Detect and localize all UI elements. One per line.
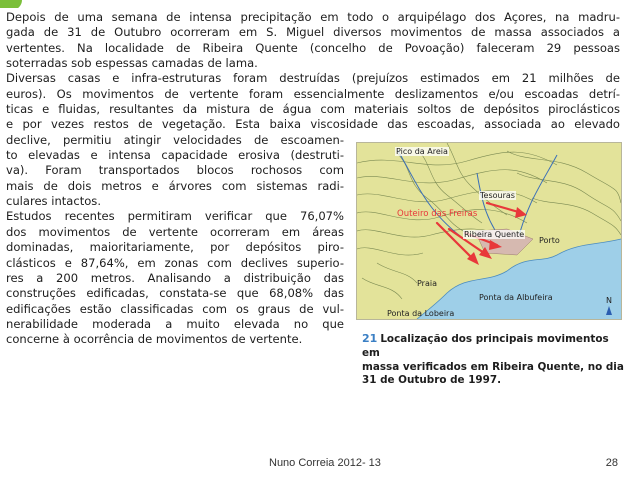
north-label: N bbox=[606, 296, 612, 305]
text-line: va). Foram transportados blocos rochosos com bbox=[6, 163, 344, 178]
text-line: dos movimentos de vertente ocorreram em áreas bbox=[6, 224, 344, 239]
text-line: mais de dois metros e árvores com sistemas radi- bbox=[6, 178, 344, 193]
slide-footer bbox=[0, 455, 638, 473]
text-line: concerne à ocorrência de movimentos de vertente. bbox=[6, 332, 303, 347]
text-line: construções edificadas, constata-se que 68,08% das bbox=[6, 286, 344, 301]
map-label-ribeira-quente: Ribeira Quente bbox=[464, 230, 525, 239]
map-label-pico-da-areia: Pico da Areia bbox=[396, 147, 448, 156]
text-line: dominadas, maioritariamente, por depósitos piro- bbox=[6, 240, 344, 255]
text-line: vertentes. Na localidade de Ribeira Quente (concelho de Povoação) faleceram 29 pessoas bbox=[6, 40, 620, 55]
north-arrow-icon bbox=[606, 306, 612, 315]
footer-author: Nuno Correia 2012- 13 bbox=[269, 457, 381, 469]
text-line: res a 200 metros. Analisando a distribuição das bbox=[6, 270, 344, 285]
figure-number: 21 bbox=[362, 332, 378, 345]
page-number: 28 bbox=[605, 457, 618, 469]
text-line: Estudos recentes permitiram verificar que 76,07% bbox=[6, 209, 344, 224]
text-line: Diversas casas e infra-estruturas foram destruídas (prejuízos estimados em 21 milhões de bbox=[6, 71, 620, 86]
map-label-tesouras: Tesouras bbox=[480, 191, 515, 200]
text-line: gada de 31 de Outubro ocorreram em S. Miguel diversos movimentos de massa associados a bbox=[6, 25, 620, 40]
caption-line: 21 Localização dos principais movimentos em bbox=[362, 332, 609, 359]
text-line: to elevadas e intensa capacidade erosiva (destruti- bbox=[6, 148, 344, 163]
north-indicator bbox=[603, 296, 615, 315]
paragraph-1 bbox=[6, 10, 632, 71]
text-line: soterradas sob espessas camadas de lama. bbox=[6, 56, 258, 71]
text-line: culares intactos. bbox=[6, 194, 101, 209]
caption-line: massa verificados em Ribeira Quente, no dia bbox=[362, 360, 624, 373]
caption-line: 31 de Outubro de 1997. bbox=[362, 374, 502, 387]
ribeira-quente-map bbox=[356, 142, 622, 320]
map-label-outeiro-das-freiras: Outeiro das Freiras bbox=[397, 209, 478, 219]
text-line: ticas e fluidas, resultantes da mistura de água com materiais soltos de depósitos piroclásticos bbox=[6, 102, 620, 117]
text-line: e por vezes restos de vegetação. Esta baixa viscosidade das escoadas, associada ao elevado bbox=[6, 117, 620, 132]
map-label-porto: Porto bbox=[539, 236, 560, 245]
map-label-ponta-da-albufeira: Ponta da Albufeira bbox=[479, 293, 553, 302]
text-line: declive, permitiu atingir velocidades de escoamen- bbox=[6, 132, 344, 147]
map-label-ponta-da-lobeira: Ponta da Lobeira bbox=[387, 309, 455, 318]
text-line: nerabilidade moderada a muito elevada no que bbox=[6, 316, 344, 331]
text-line: edificações estão classificadas com os graus de vul- bbox=[6, 301, 344, 316]
text-line: clásticos e 87,64%, em zonas com declives superio- bbox=[6, 255, 344, 270]
text-line: Depois de uma semana de intensa precipitação em todo o arquipélago dos Açores, na madru- bbox=[6, 10, 620, 24]
text-line: euros). Os movimentos de vertente foram essencialmente deslizamentos e/ou escoadas detrí- bbox=[6, 86, 620, 101]
paragraph-2 bbox=[6, 71, 632, 132]
figure-caption bbox=[362, 332, 624, 388]
map-label-praia: Praia bbox=[417, 279, 437, 288]
